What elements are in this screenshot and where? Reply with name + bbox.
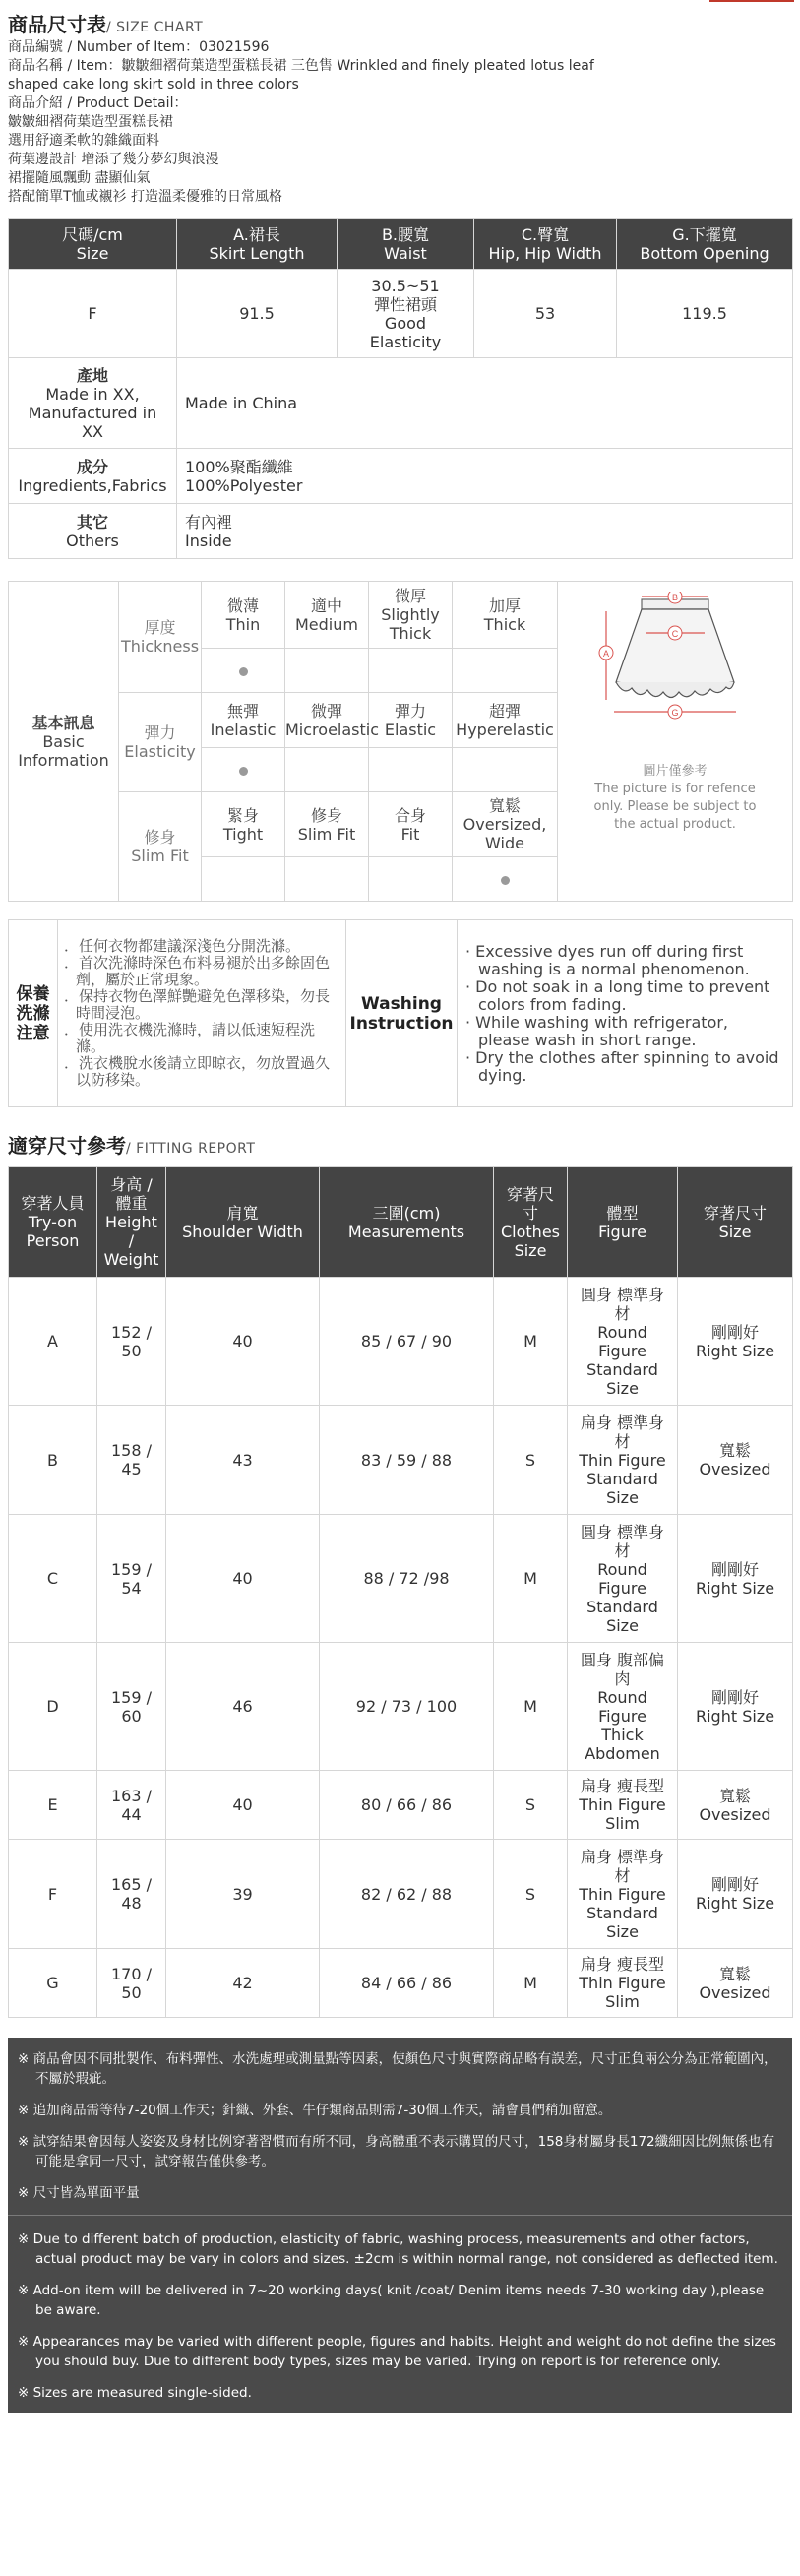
fit-result: 剛剛好 Right Size: [678, 1278, 793, 1406]
shoulder-width: 40: [166, 1515, 320, 1643]
person-id: C: [9, 1515, 97, 1643]
height-weight: 158 / 45: [97, 1406, 166, 1515]
fit-label: 修身 Slim Fit: [119, 792, 202, 902]
fit-option-tight: 緊身 Tight: [202, 792, 285, 857]
note-en: ※ Add-on item will be delivered in 7~20 working days( knit /coat/ Denim items needs 7-30 working day ),please be aware.: [18, 2283, 765, 2318]
others-row: [9, 504, 793, 559]
fit-result: 寬鬆 Ovesized: [678, 1771, 793, 1840]
washing-instructions-en: · Excessive dyes run off during first washing is a normal phenomenon. · Do not soak in a long time to prevent colors from fading. · While washing with refrigerator, please wash in short range. · Dry the clothes after spinning to avoid dying.: [458, 920, 793, 1107]
product-detail-line: 荷葉邊設計 增添了幾分夢幻與浪漫: [8, 152, 219, 167]
product-info: [8, 38, 792, 207]
fit-result: 剛剛好 Right Size: [678, 1840, 793, 1949]
notes-panel: [8, 2038, 792, 2413]
washing-table: [8, 919, 793, 1107]
washing-instruction-label: Washing Instruction: [346, 920, 458, 1107]
shoulder-width: 39: [166, 1840, 320, 1949]
filled-dot-icon: [239, 667, 248, 676]
fitting-title-zh: 適穿尺寸參考: [8, 1134, 126, 1158]
clothes-size: M: [494, 1949, 568, 2018]
clothes-size: S: [494, 1406, 568, 1515]
fit-result: 剛剛好 Right Size: [678, 1515, 793, 1643]
note-zh: ※ 商品會因不同批製作、布料彈性、水洗處理或測量點等因素，使顏色尺寸與實際商品略有誤差，尺寸正負兩公分為正常範圍內，不屬於瑕疵。: [18, 2051, 777, 2087]
elasticity-option-hyperelastic: 超彈 Hyperelastic: [453, 693, 558, 748]
thickness-option-thin: 微薄 Thin: [202, 582, 285, 649]
others-label: 其它 Others: [9, 504, 177, 559]
diagram-note: 圖片僅參考 The picture is for refence only. Please be subject to the actual product.: [593, 764, 757, 832]
thickness-option-medium: 適中 Medium: [285, 582, 369, 649]
product-detail-label: 商品介紹 / Product Detail：: [8, 95, 188, 111]
fit-result: 剛剛好 Right Size: [678, 1643, 793, 1771]
table-row: [9, 1840, 793, 1949]
header-size: 尺碼/cm Size: [9, 219, 177, 270]
measurements: 82 / 62 / 88: [320, 1840, 494, 1949]
height-weight: 163 / 44: [97, 1771, 166, 1840]
header-shoulder-width: 肩寬 Shoulder Width: [166, 1167, 320, 1278]
product-detail-line: 裙擺隨風飄動 盡顯仙氣: [8, 170, 151, 186]
table-row: [9, 270, 793, 358]
figure: 扁身 瘦長型 Thin Figure Slim: [568, 1771, 678, 1840]
fitting-report-title: [8, 1133, 792, 1159]
height-weight: 152 / 50: [97, 1278, 166, 1406]
table-row: [9, 1278, 793, 1406]
clothes-size: M: [494, 1278, 568, 1406]
figure: 圓身 標準身 材 Round Figure Standard Size: [568, 1515, 678, 1643]
care-instructions-zh: ．任何衣物都建議深淺色分開洗滌。 ．首次洗滌時深色布料易褪於出多餘固色劑，屬於正常現象。 ．保持衣物色澤鮮艷避免色澤移染，勿長時間浸泡。 ．使用洗衣機洗滌時，請以低速短程洗滌。 ．洗衣機脫水後請立即晾衣，勿放置過久以防移染。: [58, 920, 346, 1107]
header-try-on-person: 穿著人員 Try-on Person: [9, 1167, 97, 1278]
person-id: A: [9, 1278, 97, 1406]
header-waist: B.腰寬 Waist: [338, 219, 474, 270]
diagram-letter: B: [671, 593, 679, 602]
note-zh: ※ 追加商品需等待7-20個工作天；針織、外套、牛仔類商品則需7-30個工作天，請會員們稍加留意。: [18, 2103, 612, 2118]
header-measurements: 三圍(cm) Measurements: [320, 1167, 494, 1278]
product-detail-line: 皺皺細褶荷葉造型蛋糕長裙: [8, 114, 173, 130]
origin-value: Made in China: [177, 358, 793, 449]
fit-option-fit: 合身 Fit: [369, 792, 453, 857]
note-zh: ※ 尺寸皆為單面平量: [18, 2185, 140, 2201]
elasticity-marker: [202, 748, 285, 792]
header-figure: 體型 Figure: [568, 1167, 678, 1278]
size-table: [8, 218, 793, 559]
diagram-letter: C: [671, 629, 679, 639]
fit-result: 寬鬆 Ovesized: [678, 1949, 793, 2018]
header-skirt-length: A.裙長 Skirt Length: [177, 219, 338, 270]
diagram-letter: A: [602, 649, 610, 659]
hip-value: 53: [474, 270, 617, 358]
item-number: 商品編號 / Number of Item：03021596: [8, 39, 270, 55]
diagram-letter: G: [671, 708, 679, 718]
note-zh: ※ 試穿結果會因每人姿姿及身材比例穿著習慣而有所不同，身高體重不表示購買的尺寸，158身材屬身長172纖細因比例無係也有可能是拿同一尺寸，試穿報告僅供參考。: [18, 2134, 775, 2169]
height-weight: 159 / 54: [97, 1515, 166, 1643]
header-height-weight: 身高 / 體重 Height / Weight: [97, 1167, 166, 1278]
header-hip: C.臀寬 Hip, Hip Width: [474, 219, 617, 270]
measurements: 88 / 72 /98: [320, 1515, 494, 1643]
size-table-header: [9, 219, 793, 270]
table-row: [9, 1406, 793, 1515]
waist-value: 30.5~51 彈性裙頭 Good Elasticity: [338, 270, 474, 358]
title-en: / SIZE CHART: [106, 20, 204, 35]
skirt-diagram-icon: [586, 592, 764, 749]
measurements: 92 / 73 / 100: [320, 1643, 494, 1771]
others-value: 有內裡 Inside: [177, 504, 793, 559]
shoulder-width: 46: [166, 1643, 320, 1771]
header-fit-result: 穿著尺寸 Size: [678, 1167, 793, 1278]
shoulder-width: 42: [166, 1949, 320, 2018]
thickness-label: 厚度 Thickness: [119, 582, 202, 693]
person-id: G: [9, 1949, 97, 2018]
care-label: 保養 洗滌 注意: [9, 920, 58, 1107]
size-value: F: [9, 270, 177, 358]
fabric-row: [9, 449, 793, 504]
origin-label: 產地 Made in XX, Manufactured in XX: [9, 358, 177, 449]
thickness-marker: [202, 649, 285, 693]
size-chart-title: [8, 12, 792, 37]
basic-info-label: 基本訊息 Basic Information: [9, 582, 119, 902]
fabric-value: 100%聚酯纖維 100%Polyester: [177, 449, 793, 504]
header-clothes-size: 穿著尺 寸 Clothes Size: [494, 1167, 568, 1278]
fitting-table-header: [9, 1167, 793, 1278]
fit-option-oversized: 寬鬆 Oversized, Wide: [453, 792, 558, 857]
height-weight: 170 / 50: [97, 1949, 166, 2018]
product-detail-line: 搭配簡單T恤或襯衫 打造溫柔優雅的日常風格: [8, 189, 283, 205]
clothes-size: M: [494, 1515, 568, 1643]
height-weight: 159 / 60: [97, 1643, 166, 1771]
item-name-cont: shaped cake long skirt sold in three colors: [8, 77, 299, 93]
clothes-size: S: [494, 1840, 568, 1949]
shoulder-width: 43: [166, 1406, 320, 1515]
basic-info-table: [8, 581, 793, 902]
elasticity-option-elastic: 彈力 Elastic: [369, 693, 453, 748]
origin-row: [9, 358, 793, 449]
size-chart-page: [8, 12, 792, 2413]
table-row: [9, 1949, 793, 2018]
table-row: [9, 1643, 793, 1771]
person-id: F: [9, 1840, 97, 1949]
note-en: ※ Sizes are measured single-sided.: [18, 2385, 252, 2401]
measurements: 83 / 59 / 88: [320, 1406, 494, 1515]
title-zh: 商品尺寸表: [8, 13, 106, 36]
person-id: B: [9, 1406, 97, 1515]
accent-bar: [709, 0, 794, 2]
note-en: ※ Due to different batch of production, elasticity of fabric, washing process, measurements and other factors, actual product may be vary in colors and sizes. ±2cm is within normal range, not considered as deflected item.: [18, 2231, 778, 2267]
figure: 圓身 標準身 材 Round Figure Standard Size: [568, 1278, 678, 1406]
header-bottom-opening: G.下擺寬 Bottom Opening: [617, 219, 793, 270]
filled-dot-icon: [501, 876, 510, 885]
thickness-option-slightly-thick: 微厚 Slightly Thick: [369, 582, 453, 649]
height-weight: 165 / 48: [97, 1840, 166, 1949]
fitting-table: [8, 1166, 793, 2018]
bottom-opening-value: 119.5: [617, 270, 793, 358]
fit-marker: [453, 857, 558, 902]
measurements: 84 / 66 / 86: [320, 1949, 494, 2018]
table-row: [9, 1771, 793, 1840]
clothes-size: S: [494, 1771, 568, 1840]
product-detail-line: 選用舒適柔軟的雜織面料: [8, 133, 159, 149]
table-row: [9, 1515, 793, 1643]
note-en: ※ Appearances may be varied with different people, figures and habits. Height and weight do not define the sizes you should buy. Due to different body types, sizes may be varied. Trying on report is for reference only.: [18, 2334, 776, 2369]
elasticity-option-inelastic: 無彈 Inelastic: [202, 693, 285, 748]
figure: 扁身 標準身 材 Thin Figure Standard Size: [568, 1406, 678, 1515]
elasticity-label: 彈力 Elasticity: [119, 693, 202, 792]
fit-result: 寬鬆 Ovesized: [678, 1406, 793, 1515]
filled-dot-icon: [239, 767, 248, 776]
fit-option-slim: 修身 Slim Fit: [285, 792, 369, 857]
fabric-label: 成分 Ingredients,Fabrics: [9, 449, 177, 504]
thickness-option-thick: 加厚 Thick: [453, 582, 558, 649]
figure: 扁身 標準身 材 Thin Figure Standard Size: [568, 1840, 678, 1949]
person-id: D: [9, 1643, 97, 1771]
measurements: 85 / 67 / 90: [320, 1278, 494, 1406]
notes-divider: [8, 2215, 792, 2216]
shoulder-width: 40: [166, 1278, 320, 1406]
skirt-diagram: [558, 582, 793, 902]
clothes-size: M: [494, 1643, 568, 1771]
shoulder-width: 40: [166, 1771, 320, 1840]
skirt-length-value: 91.5: [177, 270, 338, 358]
elasticity-option-microelastic: 微彈 Microelastic: [285, 693, 369, 748]
person-id: E: [9, 1771, 97, 1840]
fitting-title-en: / FITTING REPORT: [126, 1141, 256, 1157]
figure: 扁身 瘦長型 Thin Figure Slim: [568, 1949, 678, 2018]
measurements: 80 / 66 / 86: [320, 1771, 494, 1840]
item-name: 商品名稱 / Item：皺皺細褶荷葉造型蛋糕長裙 三色售 Wrinkled and finely pleated lotus leaf: [8, 58, 594, 74]
figure: 圓身 腹部偏 肉 Round Figure Thick Abdomen: [568, 1643, 678, 1771]
